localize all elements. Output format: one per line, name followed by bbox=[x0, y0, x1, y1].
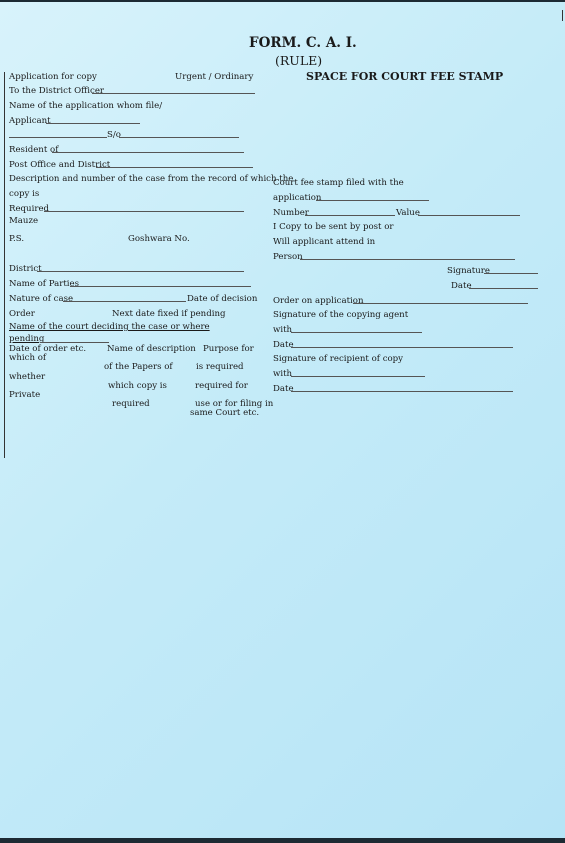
with2-label: with bbox=[273, 369, 293, 379]
pending-line[interactable] bbox=[40, 342, 109, 343]
date2-line[interactable] bbox=[291, 347, 513, 348]
urgent-ordinary-label: Urgent / Ordinary bbox=[175, 72, 254, 82]
order-on-application-line[interactable] bbox=[353, 303, 528, 304]
date2-label: Date bbox=[273, 340, 294, 350]
signature-label: Signature bbox=[447, 266, 490, 276]
date-line[interactable] bbox=[469, 288, 538, 289]
which-of-label: which of bbox=[9, 353, 47, 363]
date-label: Date bbox=[451, 281, 472, 291]
name-of-parties-line[interactable] bbox=[70, 286, 251, 287]
form-subtitle: (RULE) bbox=[275, 53, 323, 68]
s-o-label: S/o bbox=[107, 130, 121, 140]
with-line[interactable] bbox=[291, 332, 422, 333]
description-label-line2: copy is bbox=[9, 189, 40, 199]
which-copy-is-label: which copy is bbox=[108, 381, 167, 391]
order-on-application-label: Order on application bbox=[273, 296, 364, 306]
signature-recipient-label: Signature of recipient of copy bbox=[273, 354, 404, 364]
goshwara-no-label: Goshwara No. bbox=[128, 234, 190, 244]
copy-sent-by-post-label: I Copy to be sent by post or bbox=[273, 222, 394, 232]
same-court-label: same Court etc. bbox=[190, 408, 260, 418]
form-title: FORM. C. A. I. bbox=[249, 35, 357, 51]
name-of-court-label-line2: pending bbox=[9, 334, 45, 344]
mauze-label: Mauze bbox=[9, 216, 39, 226]
s-o-line[interactable] bbox=[119, 137, 239, 138]
applicant-label: Applicant bbox=[9, 116, 51, 126]
value-label: Value bbox=[396, 208, 420, 218]
name-of-application-label: Name of the application whom file/ bbox=[9, 101, 163, 111]
next-date-fixed-label: Next date fixed if pending bbox=[112, 309, 226, 319]
person-label: Person bbox=[273, 252, 303, 262]
with-label: with bbox=[273, 325, 293, 335]
required-line[interactable] bbox=[44, 211, 244, 212]
name-of-court-label-line1: Name of the court deciding the case or where bbox=[9, 322, 210, 332]
applicant-name-line[interactable] bbox=[9, 137, 107, 138]
post-office-district-label: Post Office and District bbox=[9, 160, 111, 170]
with2-line[interactable] bbox=[291, 376, 425, 377]
post-office-district-line[interactable] bbox=[96, 167, 253, 168]
signature-copying-agent-label: Signature of the copying agent bbox=[273, 310, 409, 320]
to-district-officer-label: To the District Officer bbox=[9, 86, 105, 96]
district-label: District bbox=[9, 264, 42, 274]
court-fee-label-line1: Court fee stamp filed with the bbox=[273, 178, 404, 188]
name-of-parties-label: Name of Parties bbox=[9, 279, 80, 289]
court-fee-label-line2: application bbox=[273, 193, 322, 203]
will-applicant-attend-label: Will applicant attend in bbox=[273, 237, 376, 247]
ps-label: P.S. bbox=[9, 234, 25, 244]
nature-of-case-label: Nature of case bbox=[9, 294, 74, 304]
required-for-label: required for bbox=[195, 381, 248, 391]
description-label-line1: Description and number of the case from the record of which the bbox=[9, 174, 294, 184]
edge-mark bbox=[562, 10, 563, 21]
applicant-line[interactable] bbox=[46, 123, 140, 124]
private-label: Private bbox=[9, 390, 41, 400]
resident-of-line[interactable] bbox=[52, 152, 244, 153]
person-line[interactable] bbox=[300, 259, 515, 260]
nature-of-case-line[interactable] bbox=[63, 301, 186, 302]
left-frame-line bbox=[4, 72, 5, 458]
name-of-description-label: Name of description bbox=[107, 344, 196, 354]
stamp-heading: SPACE FOR COURT FEE STAMP bbox=[306, 70, 504, 83]
application-for-copy-label: Application for copy bbox=[9, 72, 97, 82]
top-border bbox=[0, 0, 565, 2]
date3-label: Date bbox=[273, 384, 294, 394]
district-line[interactable] bbox=[37, 271, 244, 272]
col2-required-label: required bbox=[112, 399, 150, 409]
number-line[interactable] bbox=[305, 215, 395, 216]
resident-of-label: Resident of bbox=[9, 145, 59, 155]
signature-line[interactable] bbox=[484, 273, 538, 274]
value-line[interactable] bbox=[418, 215, 520, 216]
date-of-order-label: Date of order etc. bbox=[9, 344, 87, 354]
date3-line[interactable] bbox=[291, 391, 513, 392]
use-or-filing-label: use or for filing in bbox=[195, 399, 274, 409]
bottom-border bbox=[0, 838, 565, 843]
required-label: Required bbox=[9, 204, 50, 214]
to-district-officer-line[interactable] bbox=[92, 93, 255, 94]
order-label: Order bbox=[9, 309, 35, 319]
court-fee-line[interactable] bbox=[316, 200, 429, 201]
purpose-for-label: Purpose for bbox=[203, 344, 254, 354]
is-required-label: is required bbox=[196, 362, 244, 372]
papers-of-label: of the Papers of bbox=[104, 362, 173, 372]
date-of-decision-label: Date of decision bbox=[187, 294, 258, 304]
whether-label: whether bbox=[9, 372, 46, 382]
number-label: Number bbox=[273, 208, 309, 218]
